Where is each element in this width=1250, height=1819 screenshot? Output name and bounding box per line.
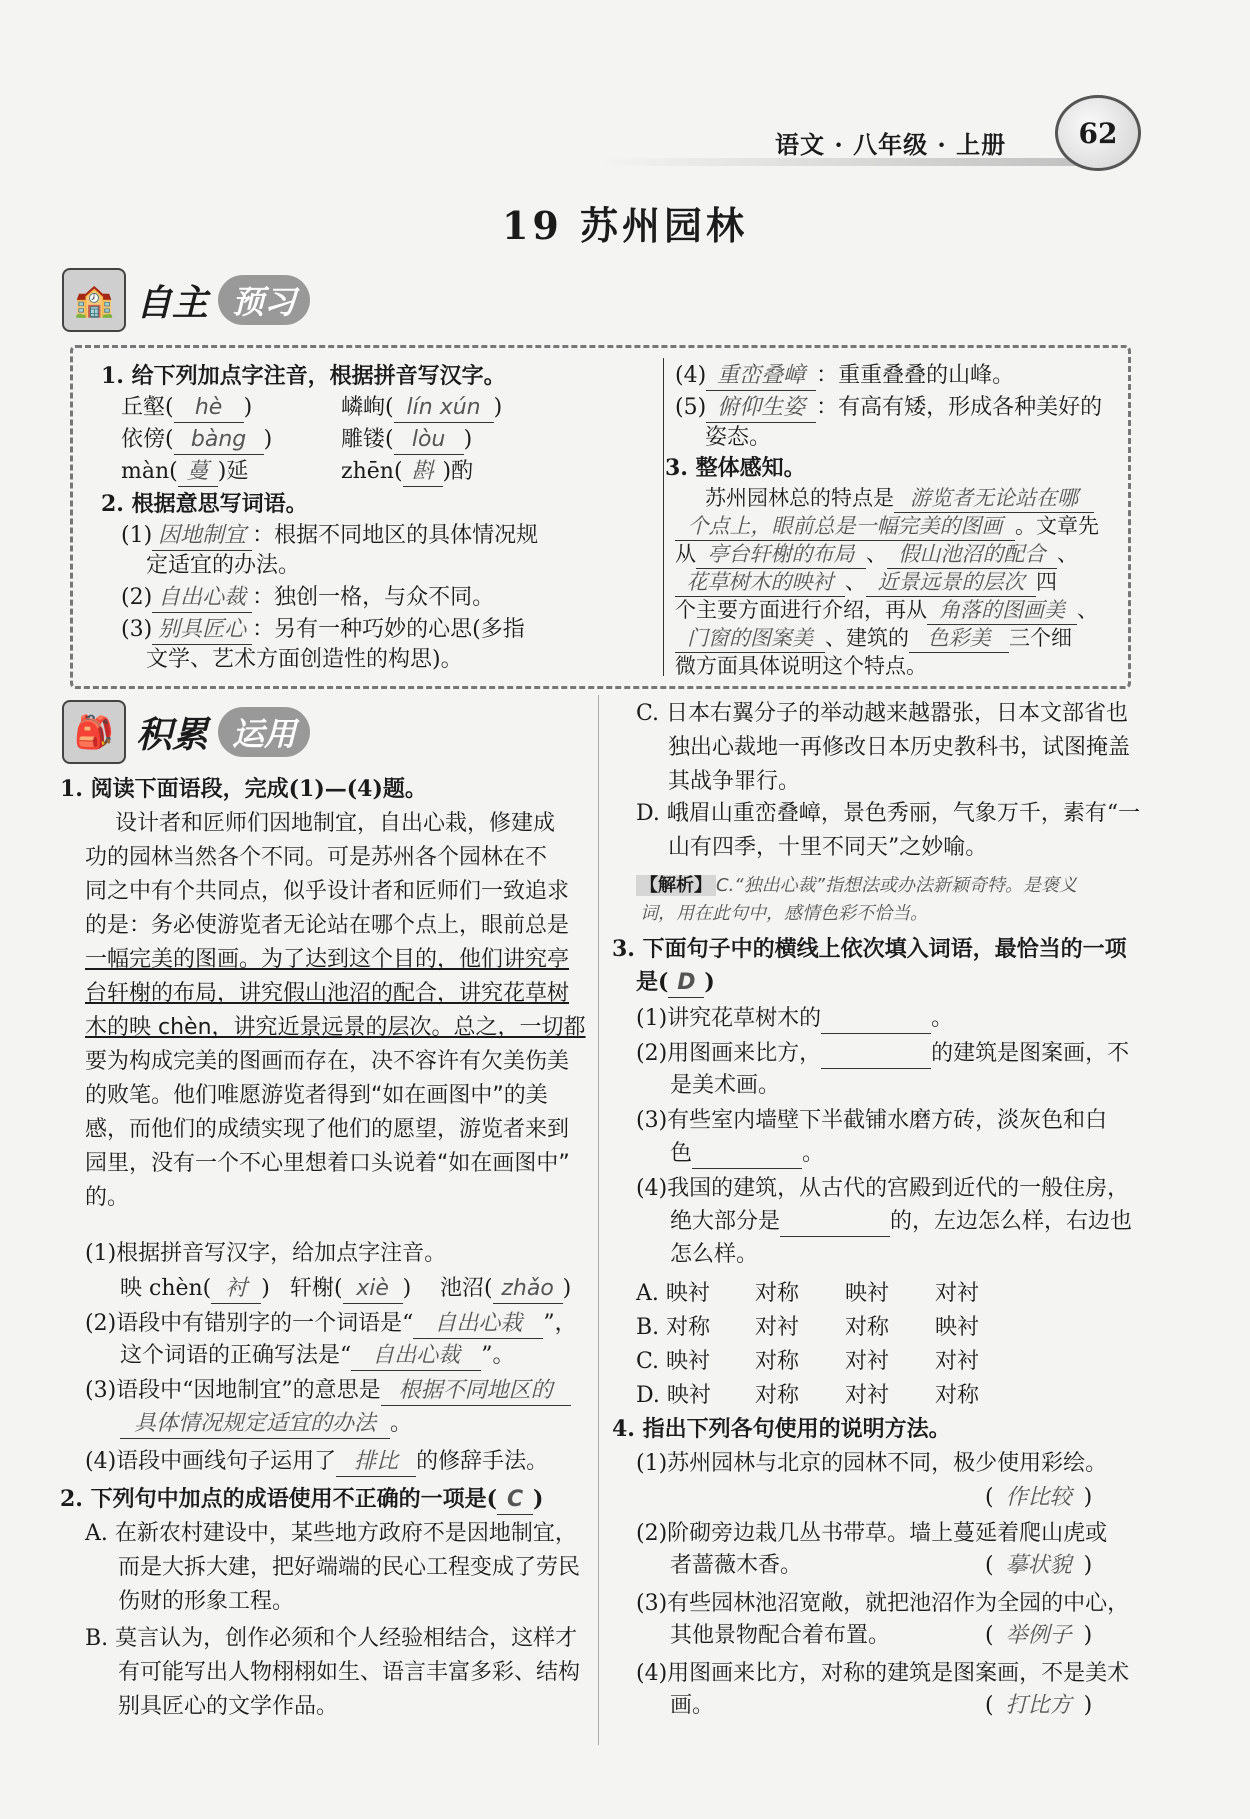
pinyin-item: 依傍( bàng ) — [121, 426, 272, 455]
fill-sentence-cont: 怎么样。 — [670, 1242, 759, 1267]
method-item: (4)用图画来比方，对称的建筑是图案画，不是美术 — [636, 1661, 1130, 1686]
question-cont: 是( D ) — [636, 968, 715, 998]
section-title-sub: 运用 — [218, 707, 310, 757]
summary-line: 个主要方面进行介绍，再从 角落的图画美 、 — [675, 596, 1098, 625]
word-item: (4) 重峦叠嶂 ：重重叠叠的山峰。 — [675, 362, 1014, 391]
option-line: 其战争罪行。 — [668, 769, 801, 794]
method-answer: ( 打比方 ) — [985, 1693, 1093, 1718]
word-item: (5) 俯仰生姿 ：有高有矮，形成各种美好的 — [675, 394, 1102, 423]
fill-sentence: (1)讲究花草树木的 。 — [636, 1005, 953, 1034]
fill-sentence-cont: 是美术画。 — [670, 1073, 781, 1098]
method-answer: ( 作比较 ) — [985, 1485, 1093, 1510]
passage-line: 园里，没有一个不心里想着口头说着“如在画图中” — [85, 1151, 570, 1176]
option-line: 独出心裁地一再修改日本历史教科书，试图掩盖 — [668, 735, 1131, 760]
question: 1. 给下列加点字注音，根据拼音写汉字。 — [101, 363, 506, 389]
section-badge-preview — [62, 268, 310, 332]
choice-cell: 映衬 — [845, 1281, 890, 1306]
summary-line: 微方面具体说明这个特点。 — [675, 654, 927, 678]
method-item-cont: 者蔷薇木香。 — [670, 1553, 803, 1578]
preview-right-column — [665, 348, 1115, 686]
fill-item: (2)语段中有错别字的一个词语是“ 自出心栽 ”， — [85, 1310, 577, 1339]
summary-line: 从 亭台轩榭的布局 、 假山池沼的配合 、 — [675, 540, 1078, 569]
fill-item: 映 chèn( 衬 ) — [120, 1275, 270, 1304]
word-item-cont: 文学、艺术方面创造性的构思)。 — [146, 647, 463, 672]
method-item: (2)阶砌旁边栽几丛书带草。墙上蔓延着爬山虎或 — [636, 1521, 1108, 1546]
choice-cell: B. 对称 — [636, 1315, 711, 1340]
choice-cell: 对称 — [755, 1383, 800, 1408]
option-line: 伤财的形象工程。 — [118, 1589, 295, 1614]
column-divider — [663, 358, 664, 676]
choice-cell: 对衬 — [845, 1349, 890, 1374]
fill-sentence: (4)我国的建筑，从古代的宫殿到近代的一般住房， — [636, 1176, 1130, 1201]
fill-item: (3)语段中“因地制宜”的意思是 根据不同地区的 — [85, 1377, 571, 1406]
pinyin-item: 雕镂( lòu ) — [341, 426, 472, 455]
method-item: (1)苏州园林与北京的园林不同，极少使用彩绘。 — [636, 1451, 1108, 1476]
summary-line: 个点上，眼前总是一幅完美的图画 。文章先 — [675, 512, 1099, 541]
word-item: (1) 因地制宜 ：根据不同地区的具体情况规 — [121, 522, 538, 551]
preview-left-column — [91, 348, 651, 686]
section-badge-use — [62, 700, 310, 764]
section-title-main: 自主 — [136, 281, 209, 324]
fill-sentence-cont: 色 。 — [670, 1140, 824, 1169]
passage-line: 一幅完美的图画。为了达到这个目的，他们讲究亭 — [85, 947, 570, 972]
word-item: (2) 自出心裁 ：独创一格，与众不同。 — [121, 584, 494, 613]
fill-sentence-cont: 绝大部分是 的，左边怎么样，右边也 — [670, 1208, 1132, 1237]
fill-item: 具体情况规定适宜的办法 。 — [120, 1410, 412, 1439]
option-line: A. 在新农村建设中，某些地方政府不是因地制宜， — [85, 1521, 577, 1546]
passage-line: 台轩榭的布局，讲究假山池沼的配合，讲究花草树 — [85, 981, 570, 1006]
choice-cell: A. 映衬 — [636, 1281, 710, 1306]
fill-item: 轩榭( xiè ) — [290, 1275, 411, 1304]
book-title: 语文 · 八年级 · 上册 — [775, 130, 1007, 159]
choice-cell: 对衬 — [755, 1315, 800, 1340]
lesson-title: 19 苏州园林 — [501, 203, 749, 248]
option-line: 有可能写出人物栩栩如生、语言丰富多彩、结构 — [118, 1660, 581, 1685]
option-line: B. 莫言认为，创作必须和个人经验相结合，这样才 — [85, 1626, 578, 1651]
pinyin-item: zhēn( 斟 )酌 — [341, 458, 473, 487]
fill-item: (4)语段中画线句子运用了 排比 的修辞手法。 — [85, 1448, 548, 1477]
fill-sentence: (2)用图画来比方， 的建筑是图案画，不 — [636, 1040, 1129, 1069]
method-item-cont: 画。 — [670, 1693, 715, 1718]
method-answer: ( 摹状貌 ) — [985, 1553, 1093, 1578]
choice-cell: D. 映衬 — [636, 1383, 711, 1408]
passage-line: 的败笔。他们唯愿游览者得到“如在画图中”的美 — [85, 1083, 548, 1108]
question: 2. 下列句中加点的成语使用不正确的一项是( C ) — [60, 1485, 543, 1515]
analysis-line: 【解析】 C.“独出心裁”指想法或办法新颖奇特。是褒义 — [636, 872, 1077, 900]
passage-line: 同之中有个共同点，似乎设计者和匠师们一致追求 — [85, 879, 570, 904]
passage-line: 的。 — [85, 1185, 130, 1210]
passage-line: 功的园林当然各个不同。可是苏州各个园林在不 — [85, 845, 548, 870]
pinyin-item: màn( 蔓 )延 — [121, 458, 248, 487]
section-title-main: 积累 — [136, 713, 209, 756]
question: 2. 根据意思写词语。 — [101, 491, 308, 517]
analysis-line: 词，用在此句中，感情色彩不恰当。 — [640, 903, 928, 924]
column-divider — [598, 695, 599, 1745]
choice-cell: 对衬 — [935, 1281, 980, 1306]
choice-cell: 对衬 — [845, 1383, 890, 1408]
fill-item: 池沼( zhǎo ) — [440, 1275, 571, 1304]
summary-line: 苏州园林总的特点是 游览者无论站在哪 — [705, 484, 1094, 513]
question: 3. 整体感知。 — [665, 455, 806, 481]
option-line: 而是大拆大建，把好端端的民心工程变成了劳民 — [118, 1555, 581, 1580]
passage-line: 设计者和匠师们因地制宜，自出心栽，修建成 — [115, 811, 556, 836]
method-answer: ( 举例子 ) — [985, 1623, 1093, 1648]
page-number: 62 — [1055, 95, 1141, 171]
word-item-cont: 姿态。 — [705, 425, 772, 450]
section-title-sub: 预习 — [218, 275, 310, 325]
question: 1. 阅读下面语段，完成(1)—(4)题。 — [60, 776, 427, 802]
choice-cell: 映衬 — [935, 1315, 980, 1340]
choice-cell: 对衬 — [935, 1349, 980, 1374]
question: 4. 指出下列各句使用的说明方法。 — [612, 1416, 951, 1442]
passage-line: 的是：务必使游览者无论站在哪个点上，眼前总是 — [85, 913, 570, 938]
choice-cell: 对称 — [845, 1315, 890, 1340]
preview-box — [70, 345, 1131, 689]
option-line: D. 峨眉山重峦叠嶂，景色秀丽，气象万千，素有“一 — [636, 801, 1141, 826]
backpack-icon: 🎒 — [62, 700, 126, 764]
fill-item: 这个词语的正确写法是“ 自出心裁 ”。 — [120, 1342, 515, 1371]
passage-line: 感，而他们的成绩实现了他们的愿望，游览者来到 — [85, 1117, 570, 1142]
choice-cell: 对称 — [935, 1383, 980, 1408]
option-line: 别具匠心的文学作品。 — [118, 1694, 339, 1719]
summary-line: 门窗的图案美 、建筑的 色彩美 三个细 — [675, 624, 1072, 653]
option-line: 山有四季，十里不同天”之妙喻。 — [668, 835, 988, 860]
passage-line: 木的映 chèn，讲究近景远景的层次。总之，一切都 — [85, 1015, 586, 1040]
word-item: (3) 别具匠心 ：另有一种巧妙的心思(多指 — [121, 616, 525, 645]
method-item-cont: 其他景物配合着布置。 — [670, 1623, 891, 1648]
choice-cell: C. 映衬 — [636, 1349, 711, 1374]
choice-cell: 对称 — [755, 1281, 800, 1306]
passage-line: 要为构成完美的图画而存在，决不容许有欠美伤美 — [85, 1049, 570, 1074]
question: 3. 下面句子中的横线上依次填入词语，最恰当的一项 — [612, 936, 1127, 962]
summary-line: 花草树木的映衬 、 近景远景的层次 四 — [675, 568, 1057, 597]
pinyin-item: 丘壑( hè ) — [121, 394, 252, 423]
option-line: C. 日本右翼分子的举动越来越嚣张，日本文部省也 — [636, 701, 1129, 726]
pinyin-item: 嶙峋( lín xún ) — [341, 394, 502, 423]
school-icon: 🏫 — [62, 268, 126, 332]
method-item: (3)有些园林池沼宽敞，就把池沼作为全园的中心， — [636, 1591, 1130, 1616]
page-header — [0, 0, 1250, 170]
choice-cell: 对称 — [755, 1349, 800, 1374]
fill-sentence: (3)有些室内墙壁下半截铺水磨方砖，淡灰色和白 — [636, 1108, 1108, 1133]
word-item-cont: 定适宜的办法。 — [146, 553, 301, 578]
sub-question: (1)根据拼音写汉字，给加点字注音。 — [85, 1241, 447, 1266]
